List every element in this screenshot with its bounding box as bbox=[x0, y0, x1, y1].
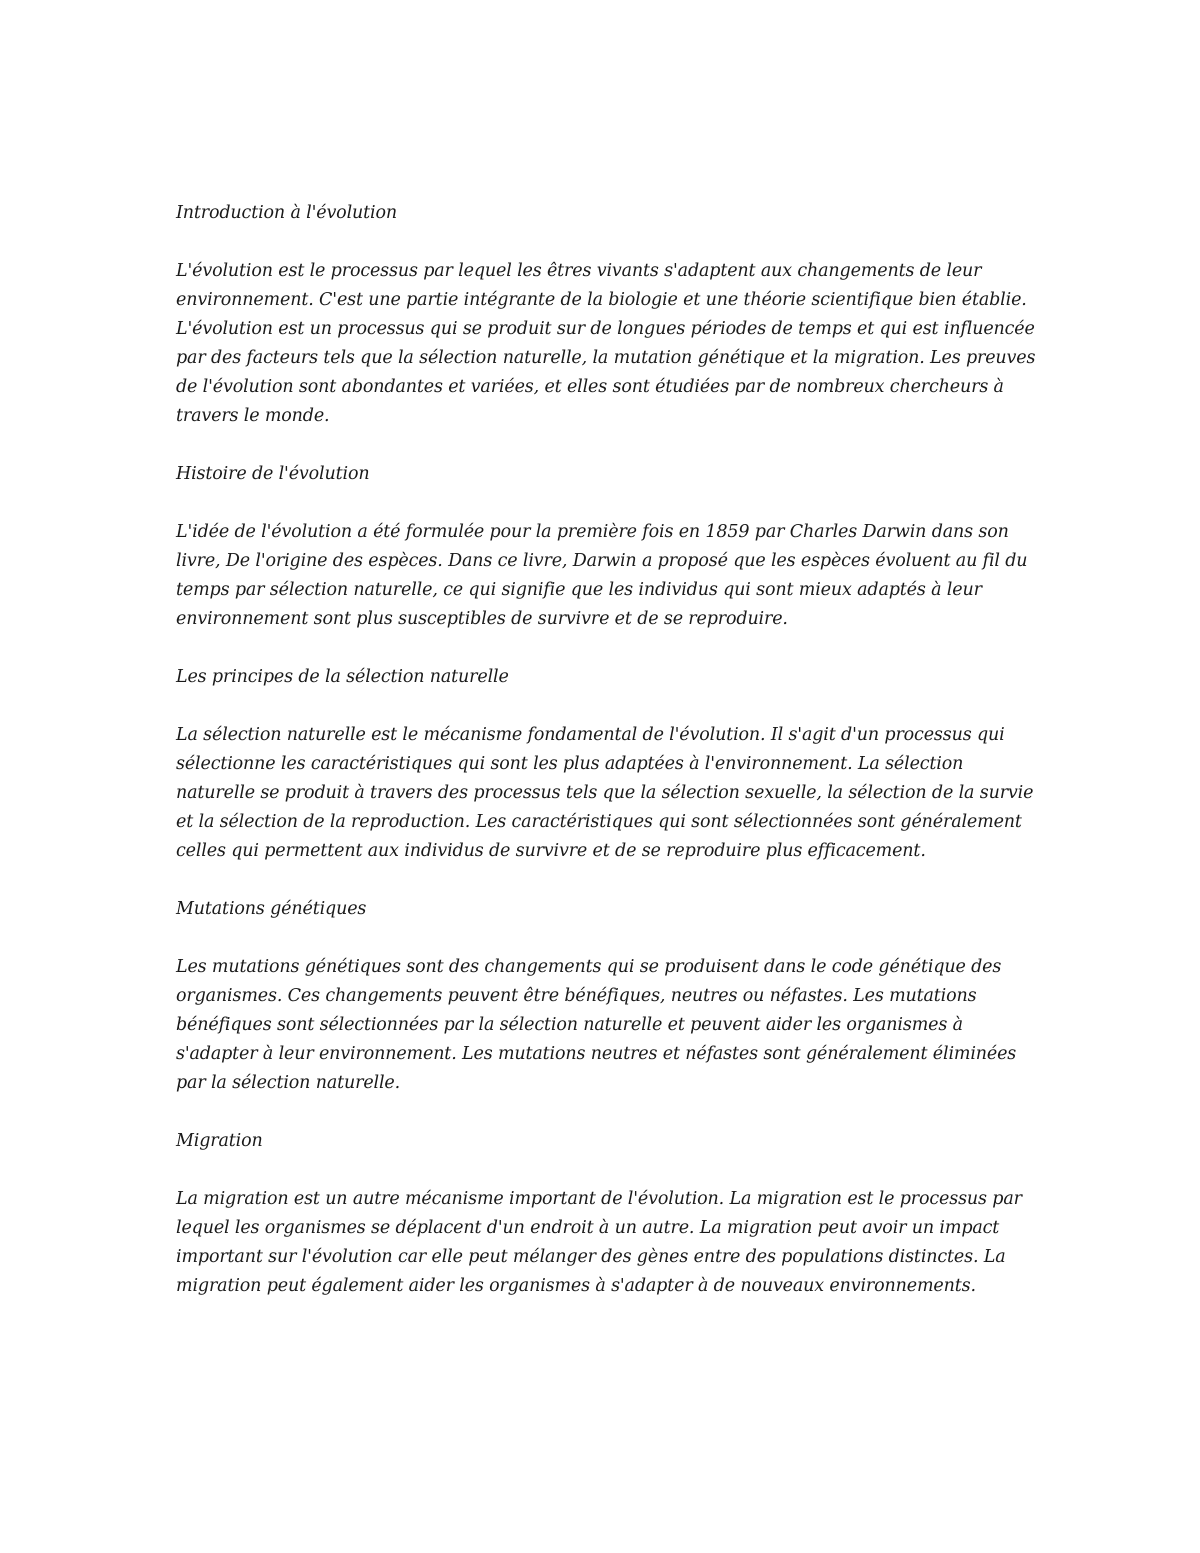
document-body bbox=[176, 199, 1036, 1330]
section-heading-selection-naturelle: Les principes de la sélection naturelle bbox=[176, 667, 509, 687]
section-heading-histoire: Histoire de l'évolution bbox=[176, 464, 370, 484]
section-paragraph-introduction: L'évolution est le processus par lequel les êtres vivants s'adaptent aux changements de leur environnement. C'est une partie intégrante de la biologie et une théorie scientifique bien établie. L'évolution est un processus qui se produit sur de longues périodes de temps et qui est influencée par des facteurs tels que la sélection naturelle, la mutation génétique et la migration. Les preuves de l'évolution sont abondantes et variées, et elles sont étudiées par de nombreux chercheurs à travers le monde. bbox=[176, 261, 1036, 426]
section-heading-migration: Migration bbox=[176, 1131, 263, 1151]
section-paragraph-migration: La migration est un autre mécanisme important de l'évolution. La migration est le processus par lequel les organismes se déplacent d'un endroit à un autre. La migration peut avoir un impact important sur l'évolution car elle peut mélanger des gènes entre des populations distinctes. La migration peut également aider les organismes à s'adapter à de nouveaux environnements. bbox=[176, 1189, 1022, 1296]
section-heading-mutations: Mutations génétiques bbox=[176, 899, 367, 919]
section-paragraph-selection-naturelle: La sélection naturelle est le mécanisme fondamental de l'évolution. Il s'agit d'un processus qui sélectionne les caractéristiques qui sont les plus adaptées à l'environnement. La sélection naturelle se produit à travers des processus tels que la sélection sexuelle, la sélection de la survie et la sélection de la reproduction. Les caractéristiques qui sont sélectionnées sont généralement celles qui permettent aux individus de survivre et de se reproduire plus efficacement. bbox=[176, 725, 1034, 861]
section-paragraph-mutations: Les mutations génétiques sont des changements qui se produisent dans le code génétique des organismes. Ces changements peuvent être bénéfiques, neutres ou néfastes. Les mutations bénéfiques sont sélectionnées par la sélection naturelle et peuvent aider les organismes à s'adapter à leur environnement. Les mutations neutres et néfastes sont généralement éliminées par la sélection naturelle. bbox=[176, 957, 1017, 1093]
section-heading-introduction: Introduction à l'évolution bbox=[176, 203, 397, 223]
section-paragraph-histoire: L'idée de l'évolution a été formulée pour la première fois en 1859 par Charles Darwin dans son livre, De l'origine des espèces. Dans ce livre, Darwin a proposé que les espèces évoluent au fil du temps par sélection naturelle, ce qui signifie que les individus qui sont mieux adaptés à leur environnement sont plus susceptibles de survivre et de se reproduire. bbox=[176, 522, 1028, 629]
